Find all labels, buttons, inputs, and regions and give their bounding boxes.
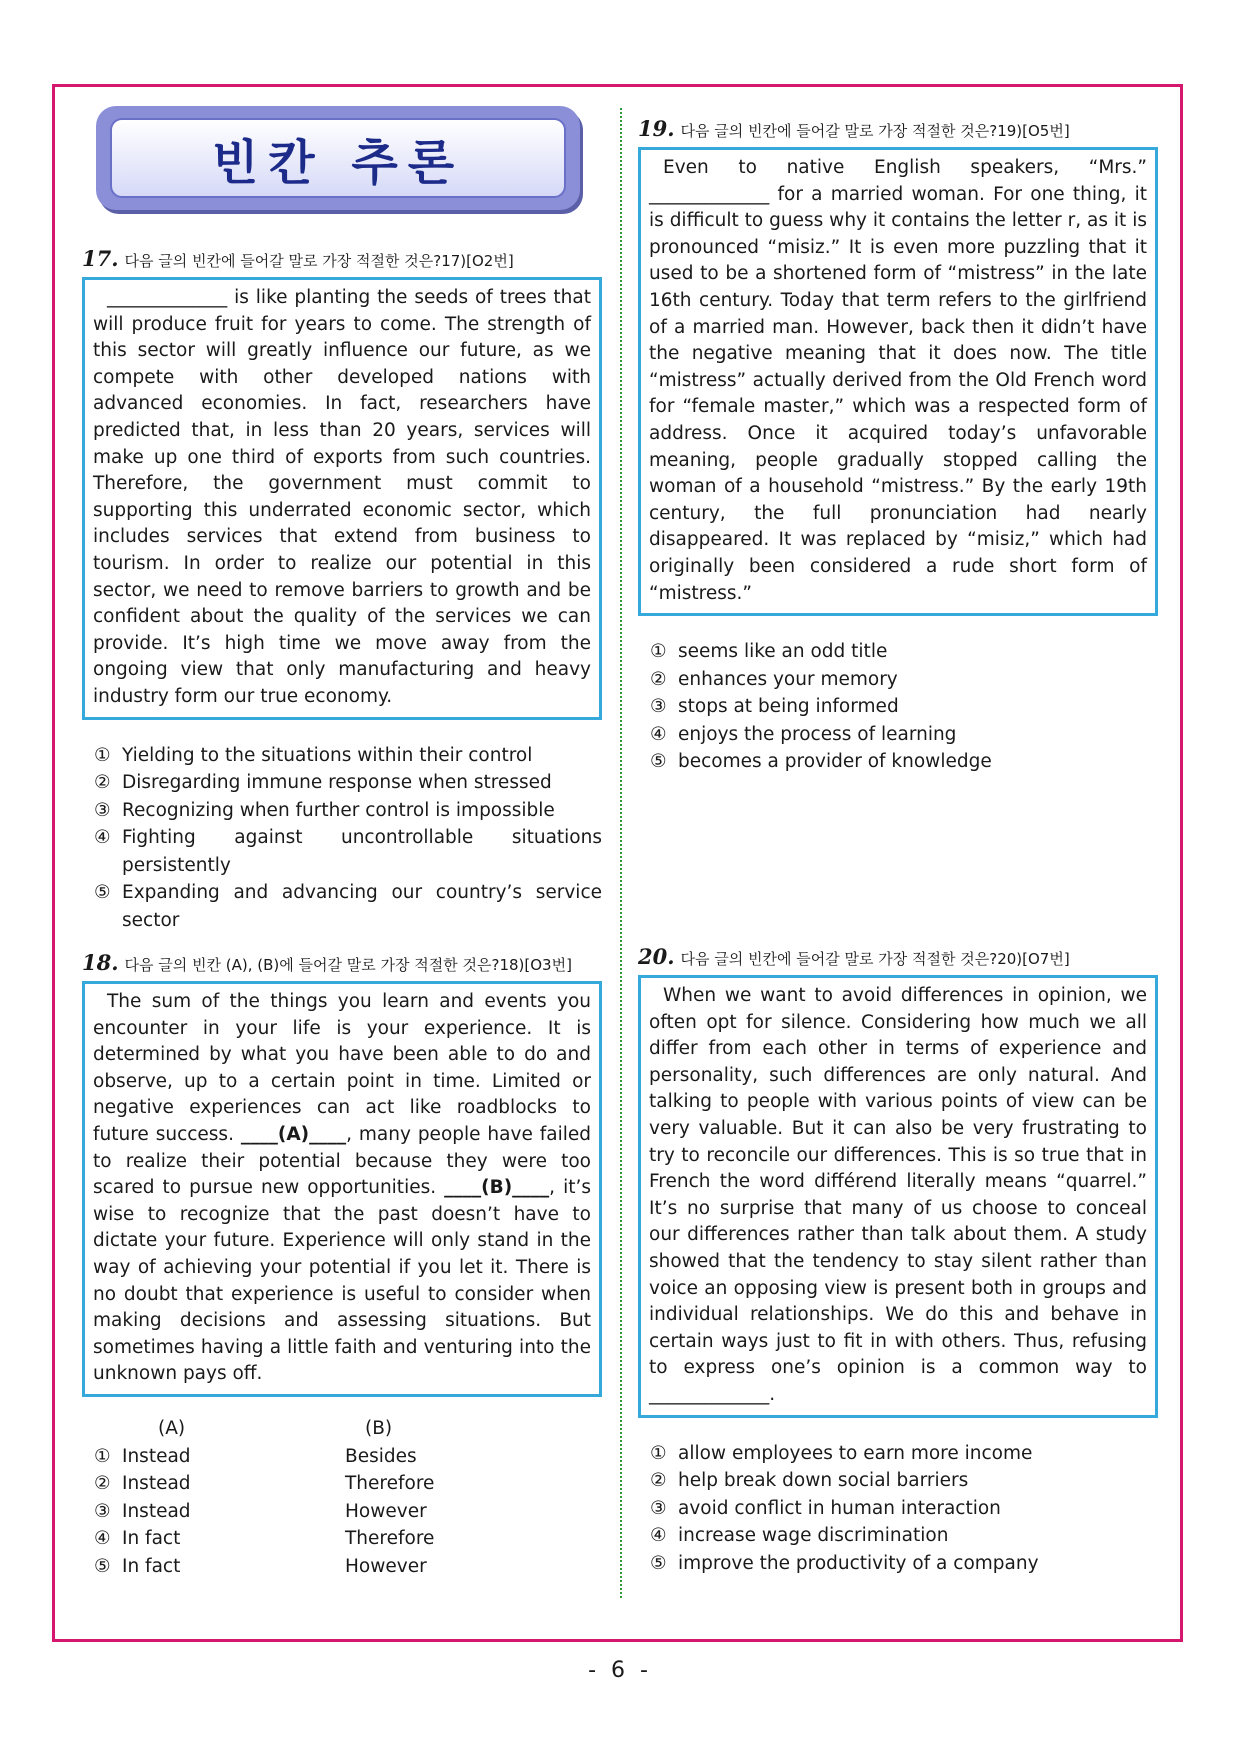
question-number: 17.	[82, 246, 119, 271]
passage-box: When we want to avoid differences in opinion, we often opt for silence. Considering how much we all differ from each other in terms of experience and personality, such differences are only natural. And talking to people with various points of view can be very valuable. But it can also be very frustrating to try to reconcile our differences. This is so true that in French the word différend literally means “quarrel.” It’s no surprise that many of us choose to conceal our differences rather than talk about them. A study showed that the tendency to stay silent rather than voice an opposing view is present both in groups and individual relationships. We do this and behave in certain ways just to fit in with others. Thus, refusing to express one’s opinion is a common way to _____________.	[638, 975, 1158, 1418]
answer-option[interactable]	[650, 1495, 1158, 1523]
answer-option[interactable]	[650, 748, 1158, 776]
answer-option[interactable]	[650, 1467, 1158, 1495]
passage-box: Even to native English speakers, “Mrs.” _____________ for a married woman. For one thing, it is difficult to guess why it contains the letter r, as it is pronounced “misiz.” It is even more puzzling that it used to be a shortened form of “mistress” in the late 16th century. Today that term refers to the girlfriend of a married man. However, back then it didn’t have the negative meaning that it does now. The title “mistress” actually derived from the Old French word for “female master,” which was a respected form of address. Once it acquired today’s unfavorable meaning, people gradually stopped calling the woman of a household “mistress.” By the early 19th century, the full pronunciation had nearly disappeared. It was replaced by “misiz,” which had originally been considered a rude short form of “mistress.”	[638, 147, 1158, 616]
answer-option[interactable]	[650, 693, 1158, 721]
answer-option[interactable]	[94, 797, 602, 825]
answer-option[interactable]	[94, 742, 602, 770]
option-marker: ②	[650, 1470, 667, 1492]
option-marker: ③	[94, 1500, 111, 1522]
option-marker: ④	[94, 827, 111, 849]
option-text: avoid conflict in human interaction	[678, 1497, 1001, 1519]
option-marker: ①	[94, 744, 111, 766]
option-a: In fact	[122, 1528, 181, 1550]
question-number: 20.	[638, 944, 675, 969]
option-marker: ⑤	[650, 1552, 667, 1574]
answer-option[interactable]	[94, 1470, 602, 1498]
option-a: In fact	[122, 1555, 181, 1577]
column-a-header: (A)	[158, 1417, 186, 1439]
answer-option[interactable]	[650, 638, 1158, 666]
question-header	[82, 950, 602, 975]
passage-text: The sum of the things you learn and events you encounter in your life is your experience. It is determined by what you have been able to do and observe, up to a certain point in time. Limited or negative experiences can act like roadblocks to future success.	[93, 991, 591, 1145]
option-text: Yielding to the situations within their control	[122, 744, 533, 766]
question-number: 19.	[638, 116, 675, 141]
option-text: allow employees to earn more income	[678, 1442, 1033, 1464]
option-marker: ②	[94, 772, 111, 794]
question-number: 18.	[82, 950, 119, 975]
option-text: becomes a provider of knowledge	[678, 751, 992, 773]
option-text: stops at being informed	[678, 696, 899, 718]
option-marker: ①	[94, 1445, 111, 1467]
option-text: help break down social barriers	[678, 1470, 969, 1492]
option-b: Therefore	[345, 1528, 435, 1550]
answer-options	[638, 1440, 1158, 1578]
option-marker: ⑤	[94, 882, 111, 904]
option-marker: ③	[650, 1497, 667, 1519]
question-prompt: 다음 글의 빈칸에 들어갈 말로 가장 적절한 것은?20)[O7번]	[680, 950, 1070, 968]
option-marker: ③	[94, 799, 111, 821]
answer-option[interactable]	[94, 1498, 602, 1526]
option-a: Instead	[122, 1500, 191, 1522]
option-marker: ④	[94, 1528, 111, 1550]
answer-options	[638, 638, 1158, 776]
option-b: However	[345, 1500, 427, 1522]
option-text: Fighting against uncontrollable situations persistently	[122, 827, 602, 876]
option-marker: ⑤	[650, 751, 667, 773]
answer-option[interactable]	[650, 1522, 1158, 1550]
answer-option[interactable]	[650, 721, 1158, 749]
answer-option[interactable]	[650, 666, 1158, 694]
question-17	[82, 246, 602, 935]
question-header	[82, 246, 602, 271]
question-20	[638, 944, 1158, 1577]
answer-option[interactable]	[650, 1440, 1158, 1468]
answer-options	[82, 1415, 602, 1581]
option-marker: ①	[650, 1442, 667, 1464]
passage-text: , it’s wise to recognize that the past doesn’t have to dictate your future. Experience will only stand in the way of achieving your potential if you let it. There is no doubt that experience is useful to consider when making decisions and assessing situations. But sometimes having a little faith and venturing into the unknown pays off.	[93, 1177, 591, 1385]
option-b: Besides	[345, 1445, 417, 1467]
option-text: increase wage discrimination	[678, 1525, 949, 1547]
option-text: Recognizing when further control is impossible	[122, 799, 555, 821]
option-text: enjoys the process of learning	[678, 723, 957, 745]
option-a: Instead	[122, 1473, 191, 1495]
question-header	[638, 944, 1158, 969]
option-text: Expanding and advancing our country’s service sector	[122, 882, 602, 932]
question-19	[638, 116, 1158, 776]
option-marker: ⑤	[94, 1555, 111, 1577]
passage-box: _____________ is like planting the seeds of trees that will produce fruit for years to come. The strength of this sector will greatly influence our future, as we compete with other developed nations with advanced economies. In fact, researchers have predicted that, in less than 20 years, services will make up one third of exports from such countries. Therefore, the government must commit to supporting this underrated economic sector, which includes services that extend from business to tourism. In order to realize our potential in this sector, we need to remove barriers to growth and be confident about the quality of the services we can provide. It’s high time we move away from the ongoing view that only manufacturing and heavy industry form our true economy.	[82, 277, 602, 720]
column-b-header: (B)	[365, 1417, 393, 1439]
option-marker: ③	[650, 696, 667, 718]
option-marker: ④	[650, 1525, 667, 1547]
option-b: Therefore	[345, 1473, 435, 1495]
option-text: enhances your memory	[678, 668, 898, 690]
question-header	[638, 116, 1158, 141]
section-title: 빈칸 추론	[211, 134, 465, 191]
option-text: Disregarding immune response when stressed	[122, 772, 552, 794]
option-a: Instead	[122, 1445, 191, 1467]
answer-option[interactable]	[94, 769, 602, 797]
answer-option[interactable]	[650, 1550, 1158, 1578]
option-marker: ④	[650, 723, 667, 745]
answer-option[interactable]	[94, 879, 602, 934]
answer-option[interactable]	[94, 824, 602, 879]
passage-text: , many people have failed to realize their potential because they were too scared to pursue new opportunities.	[93, 1123, 591, 1199]
answer-option[interactable]	[94, 1553, 602, 1581]
question-prompt: 다음 글의 빈칸에 들어갈 말로 가장 적절한 것은?19)[O5번]	[680, 122, 1070, 140]
option-marker: ①	[650, 641, 667, 663]
option-marker: ②	[94, 1473, 111, 1495]
question-prompt: 다음 글의 빈칸 (A), (B)에 들어갈 말로 가장 적절한 것은?18)[O3번]	[124, 956, 572, 974]
question-prompt: 다음 글의 빈칸에 들어갈 말로 가장 적절한 것은?17)[O2번]	[124, 252, 514, 270]
passage-box	[82, 981, 602, 1397]
column-headers	[94, 1415, 602, 1443]
option-b: However	[345, 1555, 427, 1577]
column-divider	[620, 108, 622, 1598]
section-title-inner	[110, 118, 566, 198]
blank-a: ____(A)____	[240, 1123, 347, 1145]
question-18	[82, 950, 602, 1580]
option-text: seems like an odd title	[678, 641, 888, 663]
answer-option[interactable]	[94, 1443, 602, 1471]
option-text: improve the productivity of a company	[678, 1552, 1039, 1574]
section-title-badge	[96, 106, 580, 210]
answer-options	[82, 742, 602, 935]
answer-option[interactable]	[94, 1525, 602, 1553]
blank-b: ____(B)____	[444, 1177, 550, 1199]
page-number: - 6 -	[588, 1658, 652, 1683]
option-marker: ②	[650, 668, 667, 690]
